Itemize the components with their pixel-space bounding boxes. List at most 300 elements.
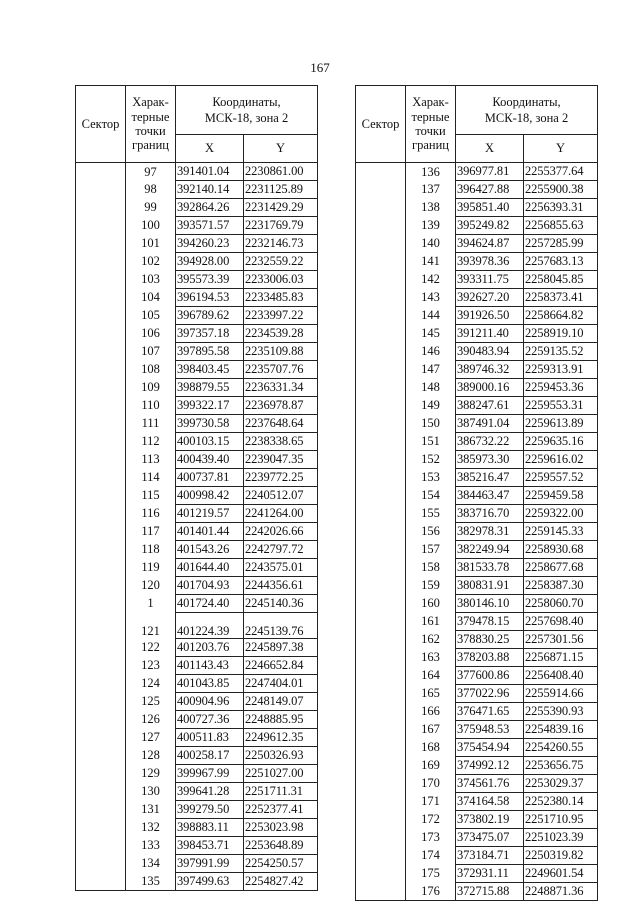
sector-cell — [76, 855, 126, 873]
y-coordinate: 2259145.33 — [524, 523, 598, 541]
sector-cell — [356, 487, 406, 505]
x-coordinate: 373475.07 — [456, 829, 524, 847]
x-coordinate: 398403.45 — [176, 361, 244, 379]
sector-cell — [356, 415, 406, 433]
table-row — [76, 487, 318, 505]
x-coordinate: 395249.82 — [456, 217, 524, 235]
x-coordinate: 390483.94 — [456, 343, 524, 361]
sector-cell — [356, 505, 406, 523]
header-sector: Сектор — [76, 86, 126, 163]
header-coordinates: Координаты, МСК-18, зона 2 — [456, 86, 598, 135]
point-number: 151 — [406, 433, 456, 451]
point-number: 114 — [126, 469, 176, 487]
table-row — [76, 801, 318, 819]
sector-cell — [356, 523, 406, 541]
table-row — [356, 595, 598, 613]
x-coordinate: 401401.44 — [176, 523, 244, 541]
y-coordinate: 2258060.70 — [524, 595, 598, 613]
x-coordinate: 399322.17 — [176, 397, 244, 415]
point-number: 141 — [406, 253, 456, 271]
y-coordinate: 2253656.75 — [524, 757, 598, 775]
point-number: 176 — [406, 883, 456, 901]
y-coordinate: 2253029.37 — [524, 775, 598, 793]
table-row — [356, 739, 598, 757]
y-coordinate: 2234539.28 — [244, 325, 318, 343]
point-number: 123 — [126, 657, 176, 675]
y-coordinate: 2245139.76 — [244, 613, 318, 639]
point-number: 121 — [126, 613, 176, 639]
x-coordinate: 396789.62 — [176, 307, 244, 325]
table-row — [356, 289, 598, 307]
y-coordinate: 2245140.36 — [244, 595, 318, 613]
point-number: 130 — [126, 783, 176, 801]
x-coordinate: 400511.83 — [176, 729, 244, 747]
point-number: 154 — [406, 487, 456, 505]
sector-cell — [356, 325, 406, 343]
sector-cell — [356, 595, 406, 613]
y-coordinate: 2256855.63 — [524, 217, 598, 235]
x-coordinate: 401543.26 — [176, 541, 244, 559]
table-row — [76, 361, 318, 379]
table-row — [76, 325, 318, 343]
table-row — [76, 217, 318, 235]
y-coordinate: 2255900.38 — [524, 181, 598, 199]
point-number: 120 — [126, 577, 176, 595]
sector-cell — [356, 811, 406, 829]
x-coordinate: 385973.30 — [456, 451, 524, 469]
x-coordinate: 384463.47 — [456, 487, 524, 505]
table-row — [76, 675, 318, 693]
x-coordinate: 393978.36 — [456, 253, 524, 271]
y-coordinate: 2252380.14 — [524, 793, 598, 811]
point-number: 149 — [406, 397, 456, 415]
x-coordinate: 399967.99 — [176, 765, 244, 783]
point-number: 133 — [126, 837, 176, 855]
table-row — [76, 163, 318, 181]
table-row — [356, 325, 598, 343]
y-coordinate: 2255377.64 — [524, 163, 598, 181]
y-coordinate: 2253023.98 — [244, 819, 318, 837]
x-coordinate: 400727.36 — [176, 711, 244, 729]
y-coordinate: 2255390.93 — [524, 703, 598, 721]
x-coordinate: 397357.18 — [176, 325, 244, 343]
y-coordinate: 2257683.13 — [524, 253, 598, 271]
x-coordinate: 392627.20 — [456, 289, 524, 307]
sector-cell — [356, 271, 406, 289]
sector-cell — [76, 433, 126, 451]
sector-cell — [76, 235, 126, 253]
sector-cell — [356, 577, 406, 595]
sector-cell — [356, 847, 406, 865]
point-number: 168 — [406, 739, 456, 757]
table-row — [356, 163, 598, 181]
y-coordinate: 2257285.99 — [524, 235, 598, 253]
point-number: 112 — [126, 433, 176, 451]
point-number: 171 — [406, 793, 456, 811]
point-number: 153 — [406, 469, 456, 487]
point-number: 132 — [126, 819, 176, 837]
point-number: 150 — [406, 415, 456, 433]
sector-cell — [356, 397, 406, 415]
table-row — [76, 819, 318, 837]
sector-cell — [76, 639, 126, 657]
point-number: 105 — [126, 307, 176, 325]
table-row — [76, 235, 318, 253]
point-number: 155 — [406, 505, 456, 523]
y-coordinate: 2259553.31 — [524, 397, 598, 415]
table-row — [76, 379, 318, 397]
sector-cell — [356, 181, 406, 199]
point-number: 100 — [126, 217, 176, 235]
x-coordinate: 381533.78 — [456, 559, 524, 577]
sector-cell — [76, 729, 126, 747]
x-coordinate: 392864.26 — [176, 199, 244, 217]
table-row — [76, 639, 318, 657]
sector-cell — [356, 829, 406, 847]
table-row — [76, 693, 318, 711]
y-coordinate: 2240512.07 — [244, 487, 318, 505]
y-coordinate: 2239772.25 — [244, 469, 318, 487]
table-row — [76, 747, 318, 765]
sector-cell — [356, 685, 406, 703]
x-coordinate: 400258.17 — [176, 747, 244, 765]
x-coordinate: 400998.42 — [176, 487, 244, 505]
table-row — [356, 775, 598, 793]
x-coordinate: 396977.81 — [456, 163, 524, 181]
y-coordinate: 2256408.40 — [524, 667, 598, 685]
sector-cell — [356, 235, 406, 253]
sector-cell — [76, 577, 126, 595]
sector-cell — [76, 181, 126, 199]
y-coordinate: 2256871.15 — [524, 649, 598, 667]
y-coordinate: 2250326.93 — [244, 747, 318, 765]
table-row — [356, 757, 598, 775]
x-coordinate: 396427.88 — [456, 181, 524, 199]
table-row — [76, 415, 318, 433]
point-number: 160 — [406, 595, 456, 613]
x-coordinate: 397991.99 — [176, 855, 244, 873]
y-coordinate: 2250319.82 — [524, 847, 598, 865]
table-row — [356, 199, 598, 217]
point-number: 175 — [406, 865, 456, 883]
x-coordinate: 382249.94 — [456, 541, 524, 559]
point-number: 138 — [406, 199, 456, 217]
sector-cell — [356, 163, 406, 181]
point-number: 115 — [126, 487, 176, 505]
sector-cell — [76, 307, 126, 325]
table-row — [76, 711, 318, 729]
point-number: 131 — [126, 801, 176, 819]
sector-cell — [356, 883, 406, 901]
sector-cell — [356, 541, 406, 559]
point-number: 125 — [126, 693, 176, 711]
header-points: Харак- терные точки границ — [126, 86, 176, 163]
point-number: 173 — [406, 829, 456, 847]
table-row — [76, 613, 318, 639]
point-number: 172 — [406, 811, 456, 829]
x-coordinate: 400439.40 — [176, 451, 244, 469]
point-number: 107 — [126, 343, 176, 361]
y-coordinate: 2258919.10 — [524, 325, 598, 343]
sector-cell — [76, 163, 126, 181]
table-row — [76, 559, 318, 577]
table-row — [356, 217, 598, 235]
table-row — [76, 729, 318, 747]
point-number: 164 — [406, 667, 456, 685]
x-coordinate: 377022.96 — [456, 685, 524, 703]
sector-cell — [356, 559, 406, 577]
header-x: X — [456, 135, 524, 163]
x-coordinate: 400904.96 — [176, 693, 244, 711]
sector-cell — [76, 675, 126, 693]
y-coordinate: 2259135.52 — [524, 343, 598, 361]
sector-cell — [356, 307, 406, 325]
x-coordinate: 401704.93 — [176, 577, 244, 595]
x-coordinate: 374992.12 — [456, 757, 524, 775]
y-coordinate: 2257301.56 — [524, 631, 598, 649]
x-coordinate: 401203.76 — [176, 639, 244, 657]
y-coordinate: 2246652.84 — [244, 657, 318, 675]
table-row — [356, 649, 598, 667]
point-number: 137 — [406, 181, 456, 199]
point-number: 158 — [406, 559, 456, 577]
table-row — [76, 595, 318, 613]
point-number: 145 — [406, 325, 456, 343]
point-number: 162 — [406, 631, 456, 649]
sector-cell — [76, 271, 126, 289]
point-number: 117 — [126, 523, 176, 541]
table-row — [76, 289, 318, 307]
sector-cell — [356, 289, 406, 307]
point-number: 110 — [126, 397, 176, 415]
y-coordinate: 2256393.31 — [524, 199, 598, 217]
x-coordinate: 393311.75 — [456, 271, 524, 289]
sector-cell — [356, 469, 406, 487]
x-coordinate: 401143.43 — [176, 657, 244, 675]
table-row — [76, 271, 318, 289]
point-number: 146 — [406, 343, 456, 361]
point-number: 126 — [126, 711, 176, 729]
table-row — [356, 829, 598, 847]
x-coordinate: 401219.57 — [176, 505, 244, 523]
x-coordinate: 391401.04 — [176, 163, 244, 181]
sector-cell — [356, 739, 406, 757]
point-number: 163 — [406, 649, 456, 667]
y-coordinate: 2259459.58 — [524, 487, 598, 505]
x-coordinate: 386732.22 — [456, 433, 524, 451]
point-number: 113 — [126, 451, 176, 469]
header-y: Y — [244, 135, 318, 163]
y-coordinate: 2242797.72 — [244, 541, 318, 559]
sector-cell — [356, 217, 406, 235]
sector-cell — [76, 397, 126, 415]
y-coordinate: 2239047.35 — [244, 451, 318, 469]
sector-cell — [356, 631, 406, 649]
sector-cell — [356, 343, 406, 361]
sector-cell — [76, 711, 126, 729]
x-coordinate: 383716.70 — [456, 505, 524, 523]
sector-cell — [356, 379, 406, 397]
x-coordinate: 389000.16 — [456, 379, 524, 397]
y-coordinate: 2235109.88 — [244, 343, 318, 361]
table-row — [356, 181, 598, 199]
y-coordinate: 2259313.91 — [524, 361, 598, 379]
y-coordinate: 2232559.22 — [244, 253, 318, 271]
point-number: 122 — [126, 639, 176, 657]
table-row — [356, 559, 598, 577]
table-row — [76, 873, 318, 891]
sector-cell — [76, 253, 126, 271]
sector-cell — [76, 379, 126, 397]
sector-cell — [76, 541, 126, 559]
sector-cell — [76, 613, 126, 639]
y-coordinate: 2248149.07 — [244, 693, 318, 711]
sector-cell — [76, 783, 126, 801]
table-row — [76, 433, 318, 451]
y-coordinate: 2233997.22 — [244, 307, 318, 325]
x-coordinate: 392140.14 — [176, 181, 244, 199]
table-row — [356, 307, 598, 325]
x-coordinate: 399730.58 — [176, 415, 244, 433]
x-coordinate: 395851.40 — [456, 199, 524, 217]
sector-cell — [76, 595, 126, 613]
point-number: 102 — [126, 253, 176, 271]
x-coordinate: 401724.40 — [176, 595, 244, 613]
sector-cell — [76, 837, 126, 855]
y-coordinate: 2259453.36 — [524, 379, 598, 397]
x-coordinate: 393571.57 — [176, 217, 244, 235]
point-number: 128 — [126, 747, 176, 765]
point-number: 109 — [126, 379, 176, 397]
point-number: 118 — [126, 541, 176, 559]
x-coordinate: 391211.40 — [456, 325, 524, 343]
point-number: 174 — [406, 847, 456, 865]
table-row — [356, 811, 598, 829]
sector-cell — [356, 721, 406, 739]
table-row — [356, 541, 598, 559]
y-coordinate: 2232146.73 — [244, 235, 318, 253]
x-coordinate: 399641.28 — [176, 783, 244, 801]
x-coordinate: 398883.11 — [176, 819, 244, 837]
sector-cell — [76, 765, 126, 783]
point-number: 167 — [406, 721, 456, 739]
point-number: 143 — [406, 289, 456, 307]
sector-cell — [76, 873, 126, 891]
table-row — [356, 379, 598, 397]
point-number: 144 — [406, 307, 456, 325]
sector-cell — [356, 667, 406, 685]
table-row — [76, 541, 318, 559]
point-number: 136 — [406, 163, 456, 181]
point-number: 103 — [126, 271, 176, 289]
sector-cell — [76, 819, 126, 837]
point-number: 142 — [406, 271, 456, 289]
table-row — [76, 505, 318, 523]
x-coordinate: 376471.65 — [456, 703, 524, 721]
y-coordinate: 2259616.02 — [524, 451, 598, 469]
table-row — [76, 199, 318, 217]
table-row — [356, 667, 598, 685]
header-points: Харак- терные точки границ — [406, 86, 456, 163]
table-row — [356, 271, 598, 289]
point-number: 165 — [406, 685, 456, 703]
y-coordinate: 2249612.35 — [244, 729, 318, 747]
point-number: 1 — [126, 595, 176, 613]
y-coordinate: 2233485.83 — [244, 289, 318, 307]
x-coordinate: 372931.11 — [456, 865, 524, 883]
x-coordinate: 387491.04 — [456, 415, 524, 433]
sector-cell — [356, 793, 406, 811]
y-coordinate: 2251027.00 — [244, 765, 318, 783]
table-row — [76, 837, 318, 855]
point-number: 170 — [406, 775, 456, 793]
x-coordinate: 399279.50 — [176, 801, 244, 819]
table-row — [76, 469, 318, 487]
sector-cell — [356, 649, 406, 667]
y-coordinate: 2242026.66 — [244, 523, 318, 541]
x-coordinate: 398879.55 — [176, 379, 244, 397]
table-row — [356, 631, 598, 649]
x-coordinate: 374164.58 — [456, 793, 524, 811]
point-number: 135 — [126, 873, 176, 891]
sector-cell — [76, 801, 126, 819]
x-coordinate: 375454.94 — [456, 739, 524, 757]
point-number: 156 — [406, 523, 456, 541]
table-row — [76, 783, 318, 801]
point-number: 119 — [126, 559, 176, 577]
y-coordinate: 2257698.40 — [524, 613, 598, 631]
table-row — [356, 253, 598, 271]
header-coordinates: Координаты, МСК-18, зона 2 — [176, 86, 318, 135]
y-coordinate: 2248871.36 — [524, 883, 598, 901]
y-coordinate: 2248885.95 — [244, 711, 318, 729]
x-coordinate: 372715.88 — [456, 883, 524, 901]
sector-cell — [356, 433, 406, 451]
coordinates-table-right — [355, 85, 598, 901]
x-coordinate: 375948.53 — [456, 721, 524, 739]
table-row — [76, 253, 318, 271]
table-row — [356, 883, 598, 901]
table-row — [76, 307, 318, 325]
sector-cell — [76, 505, 126, 523]
point-number: 134 — [126, 855, 176, 873]
y-coordinate: 2251023.39 — [524, 829, 598, 847]
table-row — [76, 523, 318, 541]
x-coordinate: 394260.23 — [176, 235, 244, 253]
table-row — [356, 721, 598, 739]
table-row — [76, 577, 318, 595]
x-coordinate: 396194.53 — [176, 289, 244, 307]
x-coordinate: 394928.00 — [176, 253, 244, 271]
y-coordinate: 2230861.00 — [244, 163, 318, 181]
sector-cell — [76, 693, 126, 711]
sector-cell — [76, 415, 126, 433]
table-row — [76, 343, 318, 361]
point-number: 169 — [406, 757, 456, 775]
table-row — [356, 793, 598, 811]
sector-cell — [356, 613, 406, 631]
table-row — [356, 469, 598, 487]
y-coordinate: 2254260.55 — [524, 739, 598, 757]
x-coordinate: 380831.91 — [456, 577, 524, 595]
y-coordinate: 2231429.29 — [244, 199, 318, 217]
x-coordinate: 395573.39 — [176, 271, 244, 289]
sector-cell — [76, 199, 126, 217]
y-coordinate: 2259322.00 — [524, 505, 598, 523]
sector-cell — [356, 253, 406, 271]
sector-cell — [76, 289, 126, 307]
x-coordinate: 373802.19 — [456, 811, 524, 829]
